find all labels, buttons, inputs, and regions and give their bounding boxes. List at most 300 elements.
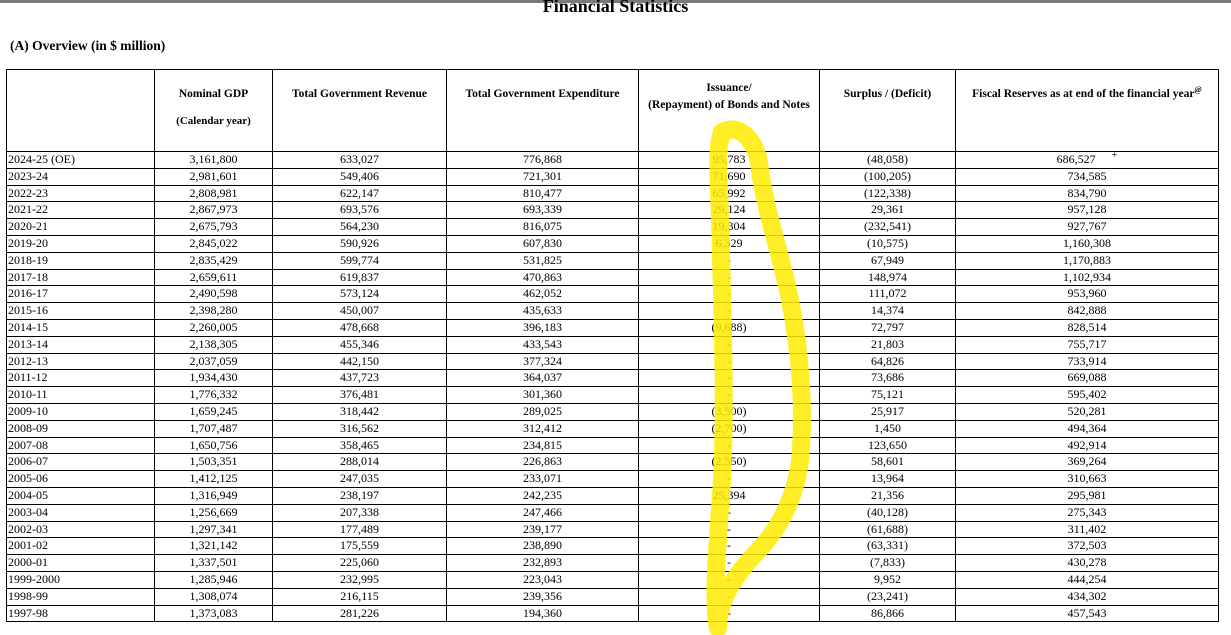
table-row (7, 319, 1219, 336)
cell-bonds-value: - (727, 521, 731, 536)
cell-expenditure (447, 235, 639, 252)
cell-revenue-value: 564,230 (340, 219, 379, 234)
cell-bonds (639, 504, 820, 521)
cell-revenue-value: 232,995 (340, 571, 379, 586)
cell-bonds-value: (3,500) (711, 403, 747, 418)
cell-surplus (820, 571, 956, 588)
header-nominal-gdp (155, 70, 273, 152)
cell-revenue (273, 454, 447, 471)
cell-bonds (639, 437, 820, 454)
cell-surplus-value: (40,128) (867, 504, 908, 519)
cell-year (7, 319, 155, 336)
cell-revenue (273, 437, 447, 454)
cell-expenditure (447, 202, 639, 219)
cell-reserves-value: 733,914 (1067, 353, 1107, 368)
cell-year (7, 521, 155, 538)
cell-gdp (155, 387, 273, 404)
cell-year-value: 2008-09 (8, 420, 48, 435)
cell-expenditure (447, 387, 639, 404)
cell-gdp (155, 471, 273, 488)
cell-surplus-value: 1,450 (874, 420, 901, 435)
cell-revenue-value: 225,060 (340, 555, 379, 570)
cell-surplus-value: (23,241) (867, 588, 908, 603)
cell-surplus (820, 387, 956, 404)
cell-gdp-value: 1,316,949 (189, 487, 238, 502)
cell-bonds (639, 202, 820, 219)
cell-gdp-value: 2,260,005 (189, 319, 238, 334)
cell-gdp-value: 2,845,022 (189, 235, 238, 250)
cell-reserves-value: 369,264 (1067, 454, 1107, 469)
cell-bonds-value: 25,394 (712, 487, 746, 502)
cell-gdp (155, 588, 273, 605)
cell-gdp (155, 286, 273, 303)
cell-gdp-value: 2,037,059 (189, 353, 238, 368)
cell-bonds (639, 420, 820, 437)
cell-gdp (155, 571, 273, 588)
cell-bonds-value: 71,690 (712, 168, 746, 183)
cell-gdp (155, 420, 273, 437)
cell-revenue (273, 555, 447, 572)
cell-revenue (273, 471, 447, 488)
cell-gdp-value: 1,707,487 (189, 420, 238, 435)
cell-gdp-value: 1,321,142 (189, 538, 238, 553)
financial-statistics-table (6, 69, 1219, 622)
cell-year-value: 2014-15 (8, 319, 48, 334)
cell-expenditure (447, 219, 639, 236)
cell-year (7, 168, 155, 185)
cell-gdp-value: 1,503,351 (189, 454, 238, 469)
cell-bonds-value: - (727, 437, 731, 452)
table-row (7, 555, 1219, 572)
cell-expenditure (447, 487, 639, 504)
cell-surplus (820, 504, 956, 521)
cell-surplus-value: 14,374 (871, 303, 904, 318)
cell-surplus (820, 252, 956, 269)
table-row (7, 521, 1219, 538)
table-row (7, 168, 1219, 185)
cell-revenue (273, 605, 447, 622)
cell-gdp-value: 1,412,125 (189, 471, 238, 486)
cell-year (7, 303, 155, 320)
table-row (7, 403, 1219, 420)
cell-reserves (956, 454, 1219, 471)
header-bonds-line2: (Repayment) of Bonds and Notes (648, 99, 810, 111)
cell-surplus-value: (7,833) (870, 555, 905, 570)
cell-gdp-value: 3,161,800 (189, 152, 238, 166)
cell-revenue (273, 319, 447, 336)
cell-surplus (820, 370, 956, 387)
cell-surplus (820, 437, 956, 454)
cell-revenue-value: 437,723 (340, 370, 379, 385)
cell-bonds (639, 269, 820, 286)
cell-year-value: 2004-05 (8, 487, 48, 502)
cell-year-value: 2001-02 (8, 538, 48, 553)
cell-reserves (956, 202, 1219, 219)
cell-year (7, 185, 155, 202)
cell-reserves-value: 1,102,934 (1063, 269, 1111, 284)
cell-year (7, 235, 155, 252)
cell-revenue (273, 571, 447, 588)
cell-year-value: 2024-25 (OE) (8, 152, 75, 166)
header-calendar-year: (Calendar year) (176, 115, 251, 127)
cell-gdp (155, 370, 273, 387)
cell-year (7, 420, 155, 437)
cell-gdp (155, 152, 273, 169)
cell-expenditure (447, 336, 639, 353)
cell-year (7, 269, 155, 286)
header-bonds-line1: Issuance/ (706, 82, 752, 94)
cell-surplus (820, 152, 956, 169)
cell-gdp (155, 538, 273, 555)
cell-surplus-value: (10,575) (867, 235, 908, 250)
table-row (7, 252, 1219, 269)
cell-expenditure (447, 571, 639, 588)
cell-expenditure (447, 185, 639, 202)
cell-year-value: 2002-03 (8, 521, 48, 536)
cell-gdp (155, 269, 273, 286)
cell-bonds (639, 336, 820, 353)
cell-bonds (639, 538, 820, 555)
cell-expenditure-value: 234,815 (523, 437, 562, 452)
cell-revenue (273, 252, 447, 269)
cell-revenue (273, 336, 447, 353)
cell-surplus-value: 13,964 (871, 471, 904, 486)
cell-surplus-value: (232,541) (864, 219, 911, 234)
cell-revenue (273, 420, 447, 437)
cell-year (7, 286, 155, 303)
cell-expenditure (447, 538, 639, 555)
cell-bonds-value: - (727, 538, 731, 553)
reserves-footnote-mark: @ (1194, 85, 1202, 95)
cell-expenditure (447, 403, 639, 420)
cell-expenditure-value: 816,075 (523, 219, 562, 234)
cell-year (7, 571, 155, 588)
cell-reserves-value: 669,088 (1067, 370, 1107, 385)
cell-reserves (956, 420, 1219, 437)
cell-year (7, 152, 155, 169)
cell-surplus (820, 588, 956, 605)
cell-revenue-value: 216,115 (340, 588, 379, 603)
cell-gdp (155, 168, 273, 185)
cell-revenue (273, 521, 447, 538)
cell-reserves-value: 1,170,883 (1063, 252, 1111, 267)
cell-expenditure (447, 605, 639, 622)
header-reserves (956, 70, 1219, 152)
cell-reserves-value: 828,514 (1067, 319, 1107, 334)
cell-bonds-value: - (727, 269, 731, 284)
cell-reserves (956, 605, 1219, 622)
reserves-estimate-mark: + (1111, 151, 1118, 161)
cell-year-value: 2006-07 (8, 454, 48, 469)
cell-reserves-value: 686,527 (1056, 152, 1096, 166)
cell-year-value: 2011-12 (8, 370, 48, 385)
table-row (7, 454, 1219, 471)
cell-surplus-value: 75,121 (871, 387, 904, 402)
cell-surplus-value: 58,601 (871, 454, 904, 469)
cell-gdp-value: 2,675,793 (189, 219, 238, 234)
cell-gdp (155, 504, 273, 521)
cell-bonds (639, 168, 820, 185)
cell-expenditure (447, 504, 639, 521)
cell-reserves (956, 303, 1219, 320)
cell-surplus (820, 471, 956, 488)
cell-year-value: 2016-17 (8, 286, 48, 301)
cell-bonds-value: 19,304 (712, 219, 746, 234)
cell-bonds-value: (2,700) (711, 420, 747, 435)
cell-reserves (956, 252, 1219, 269)
cell-year-value: 2012-13 (8, 353, 48, 368)
table-row (7, 353, 1219, 370)
cell-surplus (820, 605, 956, 622)
cell-reserves-value: 755,717 (1067, 336, 1107, 351)
cell-reserves (956, 504, 1219, 521)
cell-revenue (273, 588, 447, 605)
cell-expenditure (447, 454, 639, 471)
cell-gdp (155, 303, 273, 320)
cell-revenue-value: 450,007 (340, 303, 379, 318)
cell-gdp-value: 2,659,611 (189, 269, 238, 284)
cell-year (7, 454, 155, 471)
cell-gdp (155, 403, 273, 420)
cell-expenditure-value: 226,863 (523, 454, 562, 469)
cell-year (7, 588, 155, 605)
cell-revenue-value: 238,197 (340, 487, 379, 502)
cell-bonds-value: (2,550) (711, 454, 747, 469)
cell-year (7, 555, 155, 572)
cell-revenue (273, 353, 447, 370)
header-row (7, 70, 1219, 152)
cell-surplus (820, 336, 956, 353)
cell-gdp-value: 1,373,083 (189, 605, 238, 620)
cell-reserves (956, 370, 1219, 387)
cell-gdp-value: 1,308,074 (189, 588, 238, 603)
cell-reserves (956, 487, 1219, 504)
cell-year-value: 2021-22 (8, 202, 48, 217)
cell-year-value: 2005-06 (8, 471, 48, 486)
cell-revenue-value: 247,035 (340, 471, 379, 486)
cell-revenue-value: 622,147 (340, 185, 379, 200)
cell-surplus-value: (48,058) (867, 152, 908, 166)
cell-year (7, 219, 155, 236)
cell-bonds-value: 29,124 (712, 202, 746, 217)
cell-reserves-value: 927,767 (1067, 219, 1107, 234)
cell-gdp-value: 2,808,981 (189, 185, 238, 200)
cell-reserves-value: 492,914 (1067, 437, 1107, 452)
cell-revenue (273, 185, 447, 202)
table-row (7, 219, 1219, 236)
cell-expenditure (447, 319, 639, 336)
cell-bonds (639, 454, 820, 471)
cell-expenditure-value: 238,890 (523, 538, 562, 553)
cell-surplus (820, 235, 956, 252)
header-nominal-gdp-label: Nominal GDP (178, 88, 249, 100)
table-row (7, 571, 1219, 588)
cell-year-value: 2003-04 (8, 504, 48, 519)
cell-expenditure-value: 301,360 (523, 387, 562, 402)
cell-surplus-value: 111,072 (868, 286, 907, 301)
cell-gdp (155, 319, 273, 336)
cell-reserves-value: 372,503 (1067, 538, 1107, 553)
cell-bonds (639, 487, 820, 504)
cell-reserves-value: 494,364 (1067, 420, 1107, 435)
cell-surplus (820, 403, 956, 420)
cell-gdp-value: 1,934,430 (189, 370, 238, 385)
cell-reserves-value: 734,585 (1067, 168, 1107, 183)
cell-reserves-value: 842,888 (1067, 303, 1107, 318)
cell-revenue (273, 219, 447, 236)
cell-reserves (956, 588, 1219, 605)
cell-expenditure-value: 247,466 (523, 504, 562, 519)
table-row (7, 420, 1219, 437)
table-row (7, 303, 1219, 320)
cell-gdp (155, 555, 273, 572)
cell-surplus (820, 319, 956, 336)
cell-bonds (639, 588, 820, 605)
cell-reserves-value: 275,343 (1067, 504, 1107, 519)
cell-surplus-value: 25,917 (871, 403, 904, 418)
cell-bonds-value: 6,329 (715, 235, 743, 250)
cell-year (7, 403, 155, 420)
cell-revenue-value: 288,014 (340, 454, 379, 469)
cell-year-value: 2007-08 (8, 437, 48, 452)
cell-expenditure-value: 693,339 (523, 202, 562, 217)
table-row (7, 387, 1219, 404)
table-row (7, 235, 1219, 252)
header-expenditure: Total Government Expenditure (447, 70, 639, 152)
cell-year-value: 2018-19 (8, 252, 48, 267)
cell-year (7, 538, 155, 555)
cell-bonds-value: - (727, 303, 731, 318)
cell-expenditure-value: 312,412 (523, 420, 562, 435)
cell-revenue (273, 269, 447, 286)
cell-bonds-value: - (727, 370, 731, 385)
cell-year (7, 437, 155, 454)
cell-surplus-value: 29,361 (871, 202, 904, 217)
header-surplus: Surplus / (Deficit) (820, 70, 956, 152)
cell-expenditure-value: 721,301 (523, 168, 562, 183)
cell-reserves-value: 457,543 (1067, 605, 1107, 620)
cell-year-value: 2020-21 (8, 219, 48, 234)
cell-reserves (956, 185, 1219, 202)
cell-expenditure-value: 810,477 (523, 185, 562, 200)
cell-reserves-value: 834,790 (1067, 185, 1107, 200)
cell-year (7, 336, 155, 353)
cell-expenditure (447, 269, 639, 286)
page-title: Financial Statistics (542, 0, 689, 16)
cell-surplus-value: 73,686 (871, 370, 904, 385)
cell-surplus-value: (63,331) (867, 538, 908, 553)
cell-revenue (273, 202, 447, 219)
cell-revenue-value: 281,226 (340, 605, 379, 620)
cell-surplus (820, 487, 956, 504)
cell-revenue (273, 538, 447, 555)
cell-bonds-value: - (727, 286, 731, 301)
cell-reserves (956, 403, 1219, 420)
cell-revenue (273, 303, 447, 320)
cell-reserves (956, 387, 1219, 404)
table-row (7, 538, 1219, 555)
cell-revenue-value: 376,481 (340, 387, 379, 402)
cell-expenditure (447, 252, 639, 269)
cell-surplus (820, 219, 956, 236)
cell-surplus (820, 353, 956, 370)
cell-revenue-value: 478,668 (340, 319, 379, 334)
cell-revenue-value: 573,124 (340, 286, 379, 301)
cell-revenue-value: 316,562 (340, 420, 379, 435)
cell-year-value: 2019-20 (8, 235, 48, 250)
cell-reserves (956, 521, 1219, 538)
cell-surplus (820, 168, 956, 185)
cell-bonds (639, 185, 820, 202)
cell-year (7, 504, 155, 521)
cell-gdp-value: 1,297,341 (189, 521, 238, 536)
cell-gdp-value: 1,659,245 (189, 403, 238, 418)
cell-revenue-value: 175,559 (340, 538, 379, 553)
cell-expenditure (447, 286, 639, 303)
cell-surplus (820, 420, 956, 437)
cell-bonds-value: (9,688) (711, 319, 747, 334)
cell-year-value: 2009-10 (8, 403, 48, 418)
cell-bonds (639, 286, 820, 303)
cell-bonds-value: - (727, 252, 731, 267)
table-row (7, 336, 1219, 353)
cell-expenditure (447, 168, 639, 185)
cell-reserves (956, 319, 1219, 336)
cell-gdp (155, 235, 273, 252)
cell-bonds (639, 252, 820, 269)
cell-gdp-value: 2,835,429 (189, 252, 238, 267)
cell-revenue (273, 286, 447, 303)
cell-gdp (155, 185, 273, 202)
cell-gdp (155, 437, 273, 454)
table-row (7, 588, 1219, 605)
cell-expenditure-value: 232,893 (523, 555, 562, 570)
cell-bonds-value: - (727, 387, 731, 402)
cell-expenditure-value: 364,037 (523, 370, 562, 385)
table-row (7, 504, 1219, 521)
cell-revenue-value: 633,027 (340, 152, 379, 166)
cell-reserves-value: 595,402 (1067, 387, 1107, 402)
cell-revenue-value: 590,926 (340, 235, 379, 250)
cell-bonds-value: - (727, 353, 731, 368)
cell-expenditure (447, 437, 639, 454)
cell-reserves (956, 471, 1219, 488)
cell-gdp-value: 1,256,669 (189, 504, 238, 519)
cell-surplus-value: 21,803 (871, 336, 904, 351)
table-row (7, 437, 1219, 454)
cell-bonds-value: - (727, 471, 731, 486)
cell-bonds (639, 387, 820, 404)
cell-reserves (956, 538, 1219, 555)
cell-expenditure (447, 152, 639, 169)
cell-gdp-value: 2,138,305 (189, 336, 238, 351)
cell-expenditure (447, 353, 639, 370)
cell-bonds-value: - (727, 605, 731, 620)
cell-reserves-value: 311,402 (1067, 521, 1107, 536)
cell-revenue (273, 152, 447, 169)
cell-revenue (273, 235, 447, 252)
cell-revenue-value: 318,442 (340, 403, 379, 418)
cell-gdp-value: 2,490,598 (189, 286, 238, 301)
cell-revenue-value: 177,489 (340, 521, 379, 536)
cell-surplus (820, 521, 956, 538)
cell-bonds (639, 235, 820, 252)
cell-reserves (956, 571, 1219, 588)
cell-year-value: 2015-16 (8, 303, 48, 318)
cell-gdp (155, 202, 273, 219)
cell-gdp-value: 1,650,756 (189, 437, 238, 452)
cell-expenditure (447, 370, 639, 387)
